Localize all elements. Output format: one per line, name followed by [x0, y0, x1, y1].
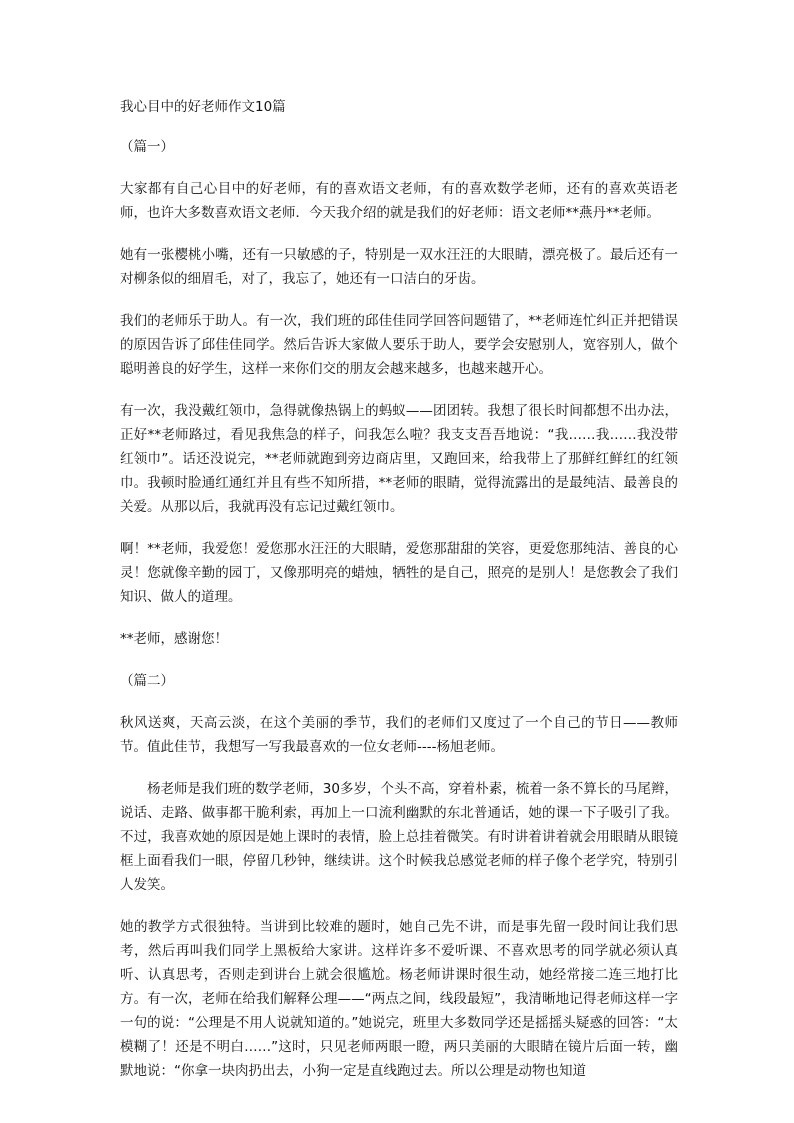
document-title: 我心目中的好老师作文10篇	[120, 99, 286, 115]
paragraph: 我们的老师乐于助人。有一次，我们班的邱佳佳同学回答问题错了，**老师连忙纠正并把错误的原因告诉了邱佳佳同学。然后告诉大家做人要乐于助人，要学会安慰别人，宽容别人，做个聪明善良的好学生，这样一来你们交的朋友会越来越多，也越来越开心。	[120, 313, 678, 377]
paragraph: 秋风送爽，天高云淡，在这个美丽的季节，我们的老师们又度过了一个自己的节日——教师节。值此佳节，我想写一写我最喜欢的一位女老师----杨旭老师。	[120, 715, 678, 755]
paragraph: 啊！**老师，我爱您！爱您那水汪汪的大眼睛，爱您那甜甜的笑容，更爱您那纯洁、善良的心灵！您就像辛勤的园丁，又像那明亮的蜡烛，牺牲的是自己，照亮的是别人！是您教会了我们知识、做人的道理。	[120, 541, 678, 605]
document-page	[120, 95, 678, 1101]
paragraph: 大家都有自己心目中的好老师，有的喜欢语文老师，有的喜欢数学老师，还有的喜欢英语老师，也许大多数喜欢语文老师．今天我介绍的就是我们的好老师：语文老师**燕丹**老师。	[120, 181, 678, 221]
paragraph: 杨老师是我们班的数学老师，30多岁，个头不高，穿着朴素，梳着一条不算长的马尾辫，说话、走路、做事都干脆利索，再加上一口流利幽默的东北普通话，她的课一下子吸引了我。不过，我喜欢她的原因是她上课时的表情，脸上总挂着微笑。有时讲着讲着就会用眼睛从眼镜框上面看我们一眼，停留几秒钟，继续讲。这个时候我总感觉老师的样子像个老学究，特别引人发笑。	[120, 781, 678, 893]
paragraph: **老师，感谢您！	[120, 631, 228, 647]
section-heading-2: （篇二）	[120, 673, 174, 689]
section-heading-1: （篇一）	[120, 139, 174, 155]
paragraph: 她有一张樱桃小嘴，还有一只敏感的子，特别是一双水汪汪的大眼睛，漂亮极了。最后还有一对柳条似的细眉毛，对了，我忘了，她还有一口洁白的牙齿。	[120, 247, 678, 287]
paragraph: 有一次，我没戴红领巾，急得就像热锅上的蚂蚁——团团转。我想了很长时间都想不出办法，正好**老师路过，看见我焦急的样子，问我怎么啦？我支支吾吾地说：“我……我……我没带红领巾”。话还没说完，**老师就跑到旁边商店里，又跑回来，给我带上了那鲜红鲜红的红领巾。我顿时脸通红通红并且有些不知所措，**老师的眼睛，觉得流露出的是最纯洁、最善良的关爱。从那以后，我就再没有忘记过戴红领巾。	[120, 403, 678, 515]
paragraph: 她的教学方式很独特。当讲到比较难的题时，她自己先不讲，而是事先留一段时间让我们思考，然后再叫我们同学上黑板给大家讲。这样许多不爱听课、不喜欢思考的同学就必须认真听、认真思考，否则走到讲台上就会很尴尬。杨老师讲课时很生动，她经常接二连三地打比方。有一次，老师在给我们解释公理——“两点之间，线段最短”，我清晰地记得老师这样一字一句的说：“公理是不用人说就知道的。”她说完，班里大多数同学还是摇摇头疑惑的回答：“太模糊了！还是不明白……”这时，只见老师两眼一瞪，两只美丽的大眼睛在镜片后面一转，幽默地说：“你拿一块肉扔出去，小狗一定是直线跑过去。所以公理是动物也知道	[120, 919, 678, 1079]
